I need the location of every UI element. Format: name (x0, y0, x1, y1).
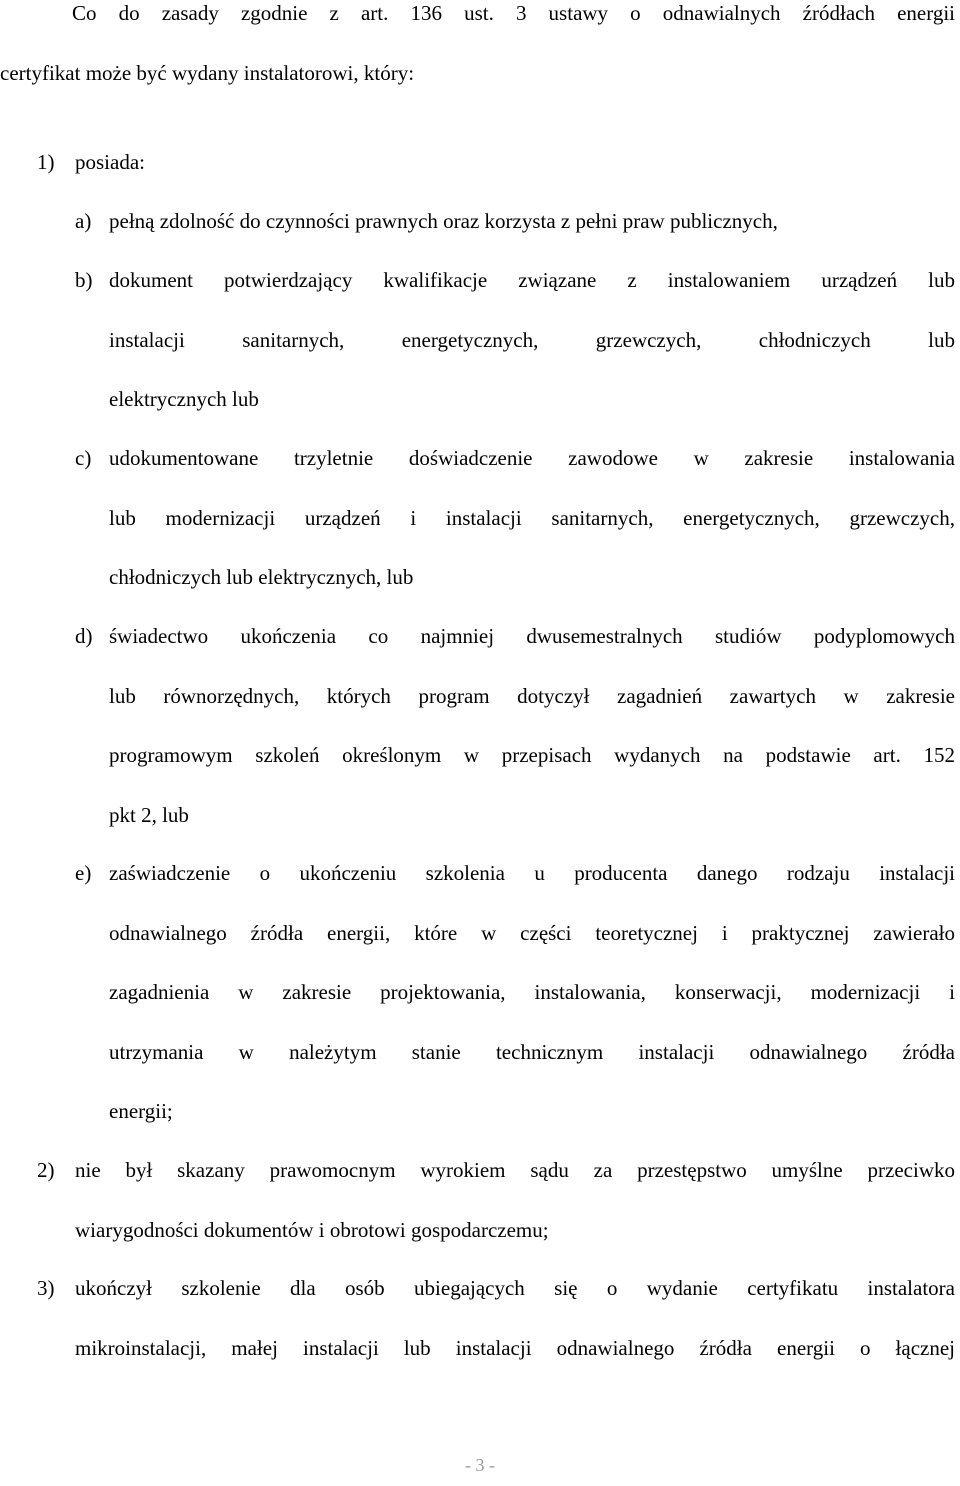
text-line: instalacji sanitarnych, energetycznych, grzewczych, chłodniczych lub (109, 327, 955, 352)
intro-line: certyfikat może być wydany instalatorowi, który: (0, 60, 415, 85)
list-marker: 2) (37, 1158, 55, 1182)
list-item-text (75, 1141, 955, 1260)
list-item-text (109, 607, 955, 845)
list-item-text (109, 844, 955, 1142)
intro-line: Co do zasady zgodnie z art. 136 ust. 3 ustawy o odnawialnych źródłach energii (72, 1, 955, 25)
list-marker: 3) (37, 1276, 55, 1300)
list-marker: 1) (37, 150, 55, 174)
text-line: chłodniczych lub elektrycznych, lub (109, 565, 414, 589)
list-item-text (75, 1259, 955, 1378)
intro-paragraph (0, 0, 955, 103)
text-line: udokumentowane trzyletnie doświadczenie zawodowe w zakresie instalowania (109, 446, 955, 470)
list-marker: c) (75, 446, 92, 470)
list-marker: d) (75, 624, 93, 648)
list-item-text (109, 429, 955, 608)
text-line: energii; (109, 1099, 173, 1123)
text-line: zaświadczenie o ukończeniu szkolenia u producenta danego rodzaju instalacji (109, 861, 955, 885)
text-line: zagadnienia w zakresie projektowania, instalowania, konserwacji, modernizacji i (109, 980, 955, 1004)
text-line: odnawialnego źródła energii, które w części teoretycznej i praktycznej zawierało (109, 920, 955, 945)
text-line: świadectwo ukończenia co najmniej dwusemestralnych studiów podyplomowych (109, 624, 955, 648)
text-line: utrzymania w należytym stanie technicznym instalacji odnawialnego źródła (109, 1039, 955, 1064)
text-line: ukończył szkolenie dla osób ubiegających się o wydanie certyfikatu instalatora (75, 1276, 955, 1300)
text-line: pełną zdolność do czynności prawnych oraz korzysta z pełni praw publicznych, (109, 209, 778, 233)
list-marker: e) (75, 861, 92, 885)
text-line: wiarygodności dokumentów i obrotowi gospodarczemu; (75, 1217, 549, 1242)
text-line: dokument potwierdzający kwalifikacje związane z instalowaniem urządzeń lub (109, 268, 955, 292)
text-line: lub równorzędnych, których program dotyczył zagadnień zawartych w zakresie (109, 683, 955, 708)
text-line: nie był skazany prawomocnym wyrokiem sądu za przestępstwo umyślne przeciwko (75, 1158, 955, 1182)
list-marker: a) (75, 209, 92, 233)
list-marker: b) (75, 268, 93, 292)
text-line: programowym szkoleń określonym w przepisach wydanych na podstawie art. 152 (109, 743, 955, 767)
list-item-text (109, 192, 955, 252)
text-line: lub modernizacji urządzeń i instalacji sanitarnych, energetycznych, grzewczych, (109, 505, 955, 530)
text-line: pkt 2, lub (109, 802, 189, 827)
page-number: - 3 - (465, 1455, 495, 1475)
text-line: posiada: (75, 150, 145, 174)
list-item-text (75, 133, 955, 193)
list-item-text (109, 251, 955, 430)
text-line: elektrycznych lub (109, 387, 259, 411)
text-line: mikroinstalacji, małej instalacji lub instalacji odnawialnego źródła energii o łącznej (75, 1335, 955, 1360)
